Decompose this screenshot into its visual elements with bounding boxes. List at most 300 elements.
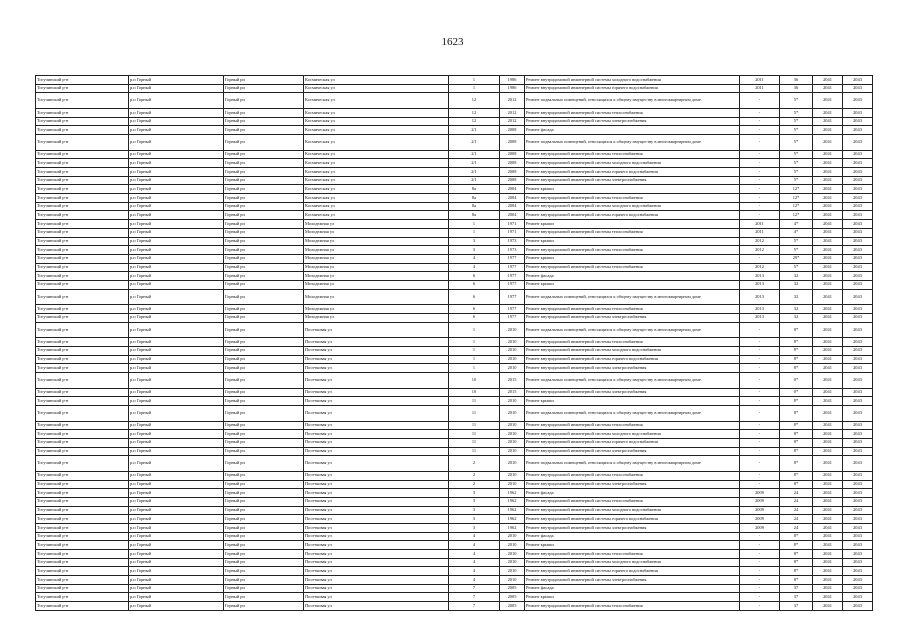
work-type-cell: Ремонт внутридомовой инженерной системы электроснабжения bbox=[525, 176, 740, 185]
street-cell: Космическая ул bbox=[304, 84, 449, 93]
work-type-cell: Ремонт внутридомовой инженерной системы теплоснабжения bbox=[525, 246, 740, 255]
district-cell: Тогучинский р-н bbox=[36, 289, 129, 305]
cost-cell: 37 bbox=[780, 584, 813, 593]
cost-cell: 8* bbox=[780, 558, 813, 567]
table-row bbox=[36, 584, 873, 593]
cost-cell: 8* bbox=[780, 430, 813, 439]
table-row bbox=[36, 541, 873, 550]
last-repair-year-cell: 2011 bbox=[740, 84, 780, 93]
build-year-cell: 1973 bbox=[500, 246, 525, 255]
street-cell: Посетковая ул bbox=[304, 388, 449, 397]
settlement-cell: р.п Горный bbox=[129, 84, 224, 93]
plan-start-year-cell: 2041 bbox=[813, 584, 843, 593]
table-row bbox=[36, 602, 873, 611]
settlement-cell: р.п Горный bbox=[129, 506, 224, 515]
table-row bbox=[36, 150, 873, 159]
plan-end-year-cell: 2043 bbox=[843, 194, 873, 203]
last-repair-year-cell: 2012 bbox=[740, 237, 780, 246]
cost-cell: 5* bbox=[780, 126, 813, 135]
build-year-cell: 1977 bbox=[500, 305, 525, 314]
table-row bbox=[36, 93, 873, 109]
build-year-cell: 2010 bbox=[500, 430, 525, 439]
table-row bbox=[36, 372, 873, 388]
settlement-cell: р.п Горный bbox=[129, 254, 224, 263]
district-cell: Тогучинский р-н bbox=[36, 93, 129, 109]
plan-end-year-cell: 2043 bbox=[843, 550, 873, 559]
build-year-cell: 2015 bbox=[500, 388, 525, 397]
work-type-cell: Ремонт внутридомовой инженерной системы горячего водоснабжения bbox=[525, 438, 740, 447]
work-type-cell: Ремонт внутридомовой инженерной системы холодного водоснабжения bbox=[525, 202, 740, 211]
plan-start-year-cell: 2041 bbox=[813, 202, 843, 211]
settlement-cell: р.п Горный bbox=[129, 194, 224, 203]
last-repair-year-cell: - bbox=[740, 576, 780, 585]
district-cell: Тогучинский р-н bbox=[36, 126, 129, 135]
district-cell: Тогучинский р-н bbox=[36, 246, 129, 255]
plan-end-year-cell: 2043 bbox=[843, 76, 873, 85]
street-cell: Космическая ул bbox=[304, 108, 449, 117]
district-cell: Тогучинский р-н bbox=[36, 313, 129, 322]
house-number-cell: 4 bbox=[449, 576, 500, 585]
cost-cell: 12* bbox=[780, 211, 813, 220]
last-repair-year-cell: 2012 bbox=[740, 263, 780, 272]
work-type-cell: Ремонт подвальных помещений, относящихся к общему имуществу в многоквартирном доме bbox=[525, 93, 740, 109]
municipality-cell: Горный рп bbox=[224, 194, 304, 203]
plan-start-year-cell: 2041 bbox=[813, 346, 843, 355]
street-cell: Посетковая ул bbox=[304, 532, 449, 541]
cost-cell: 8* bbox=[780, 532, 813, 541]
build-year-cell: 2008 bbox=[500, 159, 525, 168]
table-row bbox=[36, 430, 873, 439]
plan-end-year-cell: 2043 bbox=[843, 159, 873, 168]
settlement-cell: р.п Горный bbox=[129, 272, 224, 281]
plan-end-year-cell: 2043 bbox=[843, 237, 873, 246]
municipality-cell: Горный рп bbox=[224, 456, 304, 472]
cost-cell: 37 bbox=[780, 602, 813, 611]
street-cell: Посетковая ул bbox=[304, 430, 449, 439]
plan-start-year-cell: 2041 bbox=[813, 176, 843, 185]
street-cell: Космическая ул bbox=[304, 126, 449, 135]
plan-start-year-cell: 2041 bbox=[813, 272, 843, 281]
table-row bbox=[36, 211, 873, 220]
plan-end-year-cell: 2043 bbox=[843, 272, 873, 281]
district-cell: Тогучинский р-н bbox=[36, 456, 129, 472]
settlement-cell: р.п Горный bbox=[129, 150, 224, 159]
settlement-cell: р.п Горный bbox=[129, 567, 224, 576]
district-cell: Тогучинский р-н bbox=[36, 532, 129, 541]
settlement-cell: р.п Горный bbox=[129, 480, 224, 489]
last-repair-year-cell: - bbox=[740, 372, 780, 388]
table-row bbox=[36, 405, 873, 421]
work-type-cell: Ремонт внутридомовой инженерной системы холодного водоснабжения bbox=[525, 430, 740, 439]
build-year-cell: 2010 bbox=[500, 558, 525, 567]
work-type-cell: Ремонт внутридомовой инженерной системы теплоснабжения bbox=[525, 338, 740, 347]
page-number: 1623 bbox=[441, 36, 464, 48]
cost-cell: 8* bbox=[780, 471, 813, 480]
build-year-cell: 2010 bbox=[500, 338, 525, 347]
last-repair-year-cell: - bbox=[740, 108, 780, 117]
street-cell: Молодежная ул bbox=[304, 237, 449, 246]
district-cell: Тогучинский р-н bbox=[36, 185, 129, 194]
house-number-cell: 8а bbox=[449, 185, 500, 194]
build-year-cell: 2015 bbox=[500, 372, 525, 388]
cost-cell: 8* bbox=[780, 338, 813, 347]
cost-cell: 36 bbox=[780, 76, 813, 85]
street-cell: Посетковая ул bbox=[304, 322, 449, 338]
district-cell: Тогучинский р-н bbox=[36, 515, 129, 524]
plan-start-year-cell: 2041 bbox=[813, 397, 843, 406]
plan-end-year-cell: 2043 bbox=[843, 84, 873, 93]
build-year-cell: 1962 bbox=[500, 506, 525, 515]
municipality-cell: Горный рп bbox=[224, 421, 304, 430]
plan-start-year-cell: 2041 bbox=[813, 388, 843, 397]
plan-end-year-cell: 2043 bbox=[843, 430, 873, 439]
settlement-cell: р.п Горный bbox=[129, 576, 224, 585]
street-cell: Посетковая ул bbox=[304, 558, 449, 567]
build-year-cell: 2010 bbox=[500, 456, 525, 472]
district-cell: Тогучинский р-н bbox=[36, 84, 129, 93]
build-year-cell: 2004 bbox=[500, 185, 525, 194]
district-cell: Тогучинский р-н bbox=[36, 397, 129, 406]
table-row bbox=[36, 532, 873, 541]
district-cell: Тогучинский р-н bbox=[36, 576, 129, 585]
build-year-cell: 1977 bbox=[500, 254, 525, 263]
plan-start-year-cell: 2041 bbox=[813, 246, 843, 255]
house-number-cell: 11 bbox=[449, 397, 500, 406]
plan-end-year-cell: 2043 bbox=[843, 515, 873, 524]
table-row bbox=[36, 338, 873, 347]
plan-start-year-cell: 2041 bbox=[813, 220, 843, 229]
plan-start-year-cell: 2041 bbox=[813, 93, 843, 109]
district-cell: Тогучинский р-н bbox=[36, 421, 129, 430]
municipality-cell: Горный рп bbox=[224, 117, 304, 126]
plan-start-year-cell: 2041 bbox=[813, 372, 843, 388]
plan-end-year-cell: 2043 bbox=[843, 168, 873, 177]
last-repair-year-cell: 2011 bbox=[740, 220, 780, 229]
house-number-cell: 4 bbox=[449, 254, 500, 263]
street-cell: Космическая ул bbox=[304, 202, 449, 211]
plan-start-year-cell: 2041 bbox=[813, 211, 843, 220]
build-year-cell: 2010 bbox=[500, 541, 525, 550]
municipality-cell: Горный рп bbox=[224, 228, 304, 237]
street-cell: Посетковая ул bbox=[304, 355, 449, 364]
municipality-cell: Горный рп bbox=[224, 372, 304, 388]
build-year-cell: 2004 bbox=[500, 194, 525, 203]
last-repair-year-cell: 2013 bbox=[740, 280, 780, 289]
street-cell: Посетковая ул bbox=[304, 397, 449, 406]
municipality-cell: Горный рп bbox=[224, 532, 304, 541]
plan-start-year-cell: 2041 bbox=[813, 506, 843, 515]
table-row bbox=[36, 228, 873, 237]
settlement-cell: р.п Горный bbox=[129, 346, 224, 355]
work-type-cell: Ремонт подвальных помещений, относящихся к общему имуществу в многоквартирном доме bbox=[525, 456, 740, 472]
build-year-cell: 1962 bbox=[500, 523, 525, 532]
street-cell: Космическая ул bbox=[304, 211, 449, 220]
district-cell: Тогучинский р-н bbox=[36, 541, 129, 550]
district-cell: Тогучинский р-н bbox=[36, 355, 129, 364]
cost-cell: 29* bbox=[780, 254, 813, 263]
cost-cell: 32 bbox=[780, 305, 813, 314]
house-number-cell: 2 bbox=[449, 456, 500, 472]
street-cell: Космическая ул bbox=[304, 117, 449, 126]
plan-end-year-cell: 2043 bbox=[843, 322, 873, 338]
plan-start-year-cell: 2041 bbox=[813, 456, 843, 472]
last-repair-year-cell: - bbox=[740, 430, 780, 439]
plan-end-year-cell: 2043 bbox=[843, 346, 873, 355]
last-repair-year-cell: - bbox=[740, 346, 780, 355]
municipality-cell: Горный рп bbox=[224, 576, 304, 585]
table-row bbox=[36, 397, 873, 406]
build-year-cell: 2010 bbox=[500, 471, 525, 480]
build-year-cell: 2008 bbox=[500, 168, 525, 177]
build-year-cell: 2008 bbox=[500, 126, 525, 135]
last-repair-year-cell: - bbox=[740, 322, 780, 338]
last-repair-year-cell: - bbox=[740, 541, 780, 550]
build-year-cell: 2008 bbox=[500, 135, 525, 151]
municipality-cell: Горный рп bbox=[224, 364, 304, 373]
last-repair-year-cell: - bbox=[740, 176, 780, 185]
house-number-cell: 3 bbox=[449, 515, 500, 524]
settlement-cell: р.п Горный bbox=[129, 523, 224, 532]
cost-cell: 4* bbox=[780, 220, 813, 229]
district-cell: Тогучинский р-н bbox=[36, 168, 129, 177]
build-year-cell: 2010 bbox=[500, 567, 525, 576]
house-number-cell: 4 bbox=[449, 541, 500, 550]
last-repair-year-cell: - bbox=[740, 602, 780, 611]
build-year-cell: 2010 bbox=[500, 322, 525, 338]
district-cell: Тогучинский р-н bbox=[36, 135, 129, 151]
plan-end-year-cell: 2043 bbox=[843, 405, 873, 421]
work-type-cell: Ремонт подвальных помещений, относящихся к общему имуществу в многоквартирном доме bbox=[525, 405, 740, 421]
last-repair-year-cell: - bbox=[740, 185, 780, 194]
settlement-cell: р.п Горный bbox=[129, 515, 224, 524]
plan-start-year-cell: 2041 bbox=[813, 289, 843, 305]
plan-start-year-cell: 2041 bbox=[813, 364, 843, 373]
plan-start-year-cell: 2041 bbox=[813, 159, 843, 168]
plan-end-year-cell: 2043 bbox=[843, 202, 873, 211]
plan-start-year-cell: 2041 bbox=[813, 254, 843, 263]
work-type-cell: Ремонт крыши bbox=[525, 593, 740, 602]
table-row bbox=[36, 84, 873, 93]
last-repair-year-cell: - bbox=[740, 126, 780, 135]
build-year-cell: 2012 bbox=[500, 108, 525, 117]
municipality-cell: Горный рп bbox=[224, 220, 304, 229]
table-row bbox=[36, 346, 873, 355]
street-cell: Молодежная ул bbox=[304, 289, 449, 305]
plan-start-year-cell: 2041 bbox=[813, 305, 843, 314]
table-row bbox=[36, 168, 873, 177]
street-cell: Посетковая ул bbox=[304, 541, 449, 550]
plan-start-year-cell: 2041 bbox=[813, 550, 843, 559]
table-row bbox=[36, 117, 873, 126]
plan-start-year-cell: 2041 bbox=[813, 150, 843, 159]
settlement-cell: р.п Горный bbox=[129, 246, 224, 255]
settlement-cell: р.п Горный bbox=[129, 117, 224, 126]
house-number-cell: 3 bbox=[449, 506, 500, 515]
settlement-cell: р.п Горный bbox=[129, 168, 224, 177]
municipality-cell: Горный рп bbox=[224, 558, 304, 567]
municipality-cell: Горный рп bbox=[224, 289, 304, 305]
plan-end-year-cell: 2043 bbox=[843, 355, 873, 364]
street-cell: Молодежная ул bbox=[304, 263, 449, 272]
work-type-cell: Ремонт внутридомовой инженерной системы холодного водоснабжения bbox=[525, 76, 740, 85]
plan-end-year-cell: 2043 bbox=[843, 313, 873, 322]
table-row bbox=[36, 313, 873, 322]
table-row bbox=[36, 280, 873, 289]
plan-start-year-cell: 2041 bbox=[813, 108, 843, 117]
build-year-cell: 2010 bbox=[500, 532, 525, 541]
plan-end-year-cell: 2043 bbox=[843, 480, 873, 489]
district-cell: Тогучинский р-н bbox=[36, 237, 129, 246]
district-cell: Тогучинский р-н bbox=[36, 254, 129, 263]
build-year-cell: 2010 bbox=[500, 346, 525, 355]
plan-start-year-cell: 2041 bbox=[813, 126, 843, 135]
municipality-cell: Горный рп bbox=[224, 355, 304, 364]
build-year-cell: 1962 bbox=[500, 489, 525, 498]
house-number-cell: 3 bbox=[449, 246, 500, 255]
house-number-cell: 8а bbox=[449, 211, 500, 220]
plan-end-year-cell: 2043 bbox=[843, 108, 873, 117]
plan-end-year-cell: 2043 bbox=[843, 220, 873, 229]
district-cell: Тогучинский р-н bbox=[36, 550, 129, 559]
build-year-cell: 1962 bbox=[500, 497, 525, 506]
district-cell: Тогучинский р-н bbox=[36, 272, 129, 281]
house-number-cell: 6 bbox=[449, 272, 500, 281]
municipality-cell: Горный рп bbox=[224, 84, 304, 93]
cost-cell: 12* bbox=[780, 194, 813, 203]
street-cell: Посетковая ул bbox=[304, 593, 449, 602]
plan-end-year-cell: 2043 bbox=[843, 228, 873, 237]
cost-cell: 5* bbox=[780, 176, 813, 185]
plan-start-year-cell: 2041 bbox=[813, 322, 843, 338]
cost-cell: 32 bbox=[780, 289, 813, 305]
last-repair-year-cell: - bbox=[740, 159, 780, 168]
plan-end-year-cell: 2043 bbox=[843, 364, 873, 373]
house-number-cell: 1 bbox=[449, 346, 500, 355]
cost-cell: 8* bbox=[780, 346, 813, 355]
plan-end-year-cell: 2043 bbox=[843, 176, 873, 185]
district-cell: Тогучинский р-н bbox=[36, 305, 129, 314]
last-repair-year-cell: 2009 bbox=[740, 506, 780, 515]
municipality-cell: Горный рп bbox=[224, 497, 304, 506]
work-type-cell: Ремонт внутридомовой инженерной системы теплоснабжения bbox=[525, 108, 740, 117]
municipality-cell: Горный рп bbox=[224, 254, 304, 263]
street-cell: Космическая ул bbox=[304, 159, 449, 168]
municipality-cell: Горный рп bbox=[224, 202, 304, 211]
municipality-cell: Горный рп bbox=[224, 76, 304, 85]
district-cell: Тогучинский р-н bbox=[36, 593, 129, 602]
house-number-cell: 4 bbox=[449, 558, 500, 567]
work-type-cell: Ремонт внутридомовой инженерной системы теплоснабжения bbox=[525, 150, 740, 159]
build-year-cell: 2008 bbox=[500, 150, 525, 159]
house-number-cell: 11 bbox=[449, 438, 500, 447]
work-type-cell: Ремонт крыши bbox=[525, 280, 740, 289]
build-year-cell: 2005 bbox=[500, 584, 525, 593]
cost-cell: 5* bbox=[780, 93, 813, 109]
work-type-cell: Ремонт внутридомовой инженерной системы электроснабжения bbox=[525, 117, 740, 126]
plan-start-year-cell: 2041 bbox=[813, 280, 843, 289]
last-repair-year-cell: - bbox=[740, 254, 780, 263]
last-repair-year-cell: - bbox=[740, 532, 780, 541]
table-row bbox=[36, 108, 873, 117]
table-row bbox=[36, 220, 873, 229]
table-row bbox=[36, 305, 873, 314]
district-cell: Тогучинский р-н bbox=[36, 447, 129, 456]
last-repair-year-cell: - bbox=[740, 211, 780, 220]
plan-end-year-cell: 2043 bbox=[843, 523, 873, 532]
table-row bbox=[36, 159, 873, 168]
house-number-cell: 3 bbox=[449, 237, 500, 246]
cost-cell: 5* bbox=[780, 135, 813, 151]
house-number-cell: 6 bbox=[449, 289, 500, 305]
street-cell: Посетковая ул bbox=[304, 480, 449, 489]
settlement-cell: р.п Горный bbox=[129, 497, 224, 506]
house-number-cell: 8а bbox=[449, 194, 500, 203]
plan-end-year-cell: 2043 bbox=[843, 305, 873, 314]
cost-cell: 8* bbox=[780, 480, 813, 489]
street-cell: Посетковая ул bbox=[304, 506, 449, 515]
house-number-cell: 1 bbox=[449, 322, 500, 338]
district-cell: Тогучинский р-н bbox=[36, 220, 129, 229]
plan-end-year-cell: 2043 bbox=[843, 602, 873, 611]
table-row bbox=[36, 289, 873, 305]
plan-start-year-cell: 2041 bbox=[813, 405, 843, 421]
street-cell: Молодежная ул bbox=[304, 228, 449, 237]
build-year-cell: 2005 bbox=[500, 593, 525, 602]
last-repair-year-cell: 2011 bbox=[740, 76, 780, 85]
last-repair-year-cell: - bbox=[740, 202, 780, 211]
municipality-cell: Горный рп bbox=[224, 397, 304, 406]
street-cell: Посетковая ул bbox=[304, 576, 449, 585]
build-year-cell: 1986 bbox=[500, 76, 525, 85]
last-repair-year-cell: 2012 bbox=[740, 246, 780, 255]
build-year-cell: 2004 bbox=[500, 211, 525, 220]
work-type-cell: Ремонт внутридомовой инженерной системы электроснабжения bbox=[525, 388, 740, 397]
plan-end-year-cell: 2043 bbox=[843, 211, 873, 220]
municipality-cell: Горный рп bbox=[224, 346, 304, 355]
house-number-cell: 11 bbox=[449, 447, 500, 456]
build-year-cell: 1977 bbox=[500, 280, 525, 289]
municipality-cell: Горный рп bbox=[224, 506, 304, 515]
settlement-cell: р.п Горный bbox=[129, 289, 224, 305]
municipality-cell: Горный рп bbox=[224, 515, 304, 524]
house-number-cell: 2/1 bbox=[449, 159, 500, 168]
street-cell: Молодежная ул bbox=[304, 246, 449, 255]
street-cell: Космическая ул bbox=[304, 150, 449, 159]
last-repair-year-cell: - bbox=[740, 364, 780, 373]
work-type-cell: Ремонт внутридомовой инженерной системы холодного водоснабжения bbox=[525, 558, 740, 567]
plan-start-year-cell: 2041 bbox=[813, 194, 843, 203]
street-cell: Посетковая ул bbox=[304, 438, 449, 447]
work-type-cell: Ремонт фасада bbox=[525, 532, 740, 541]
last-repair-year-cell: 2009 bbox=[740, 515, 780, 524]
street-cell: Посетковая ул bbox=[304, 471, 449, 480]
municipality-cell: Горный рп bbox=[224, 480, 304, 489]
house-number-cell: 6 bbox=[449, 305, 500, 314]
settlement-cell: р.п Горный bbox=[129, 541, 224, 550]
table-row bbox=[36, 593, 873, 602]
plan-end-year-cell: 2043 bbox=[843, 541, 873, 550]
table-row bbox=[36, 523, 873, 532]
plan-end-year-cell: 2043 bbox=[843, 489, 873, 498]
table-row bbox=[36, 194, 873, 203]
plan-start-year-cell: 2041 bbox=[813, 515, 843, 524]
last-repair-year-cell: - bbox=[740, 447, 780, 456]
table-row bbox=[36, 126, 873, 135]
house-number-cell: 3 bbox=[449, 497, 500, 506]
settlement-cell: р.п Горный bbox=[129, 211, 224, 220]
settlement-cell: р.п Горный bbox=[129, 263, 224, 272]
work-type-cell: Ремонт внутридомовой инженерной системы теплоснабжения bbox=[525, 497, 740, 506]
